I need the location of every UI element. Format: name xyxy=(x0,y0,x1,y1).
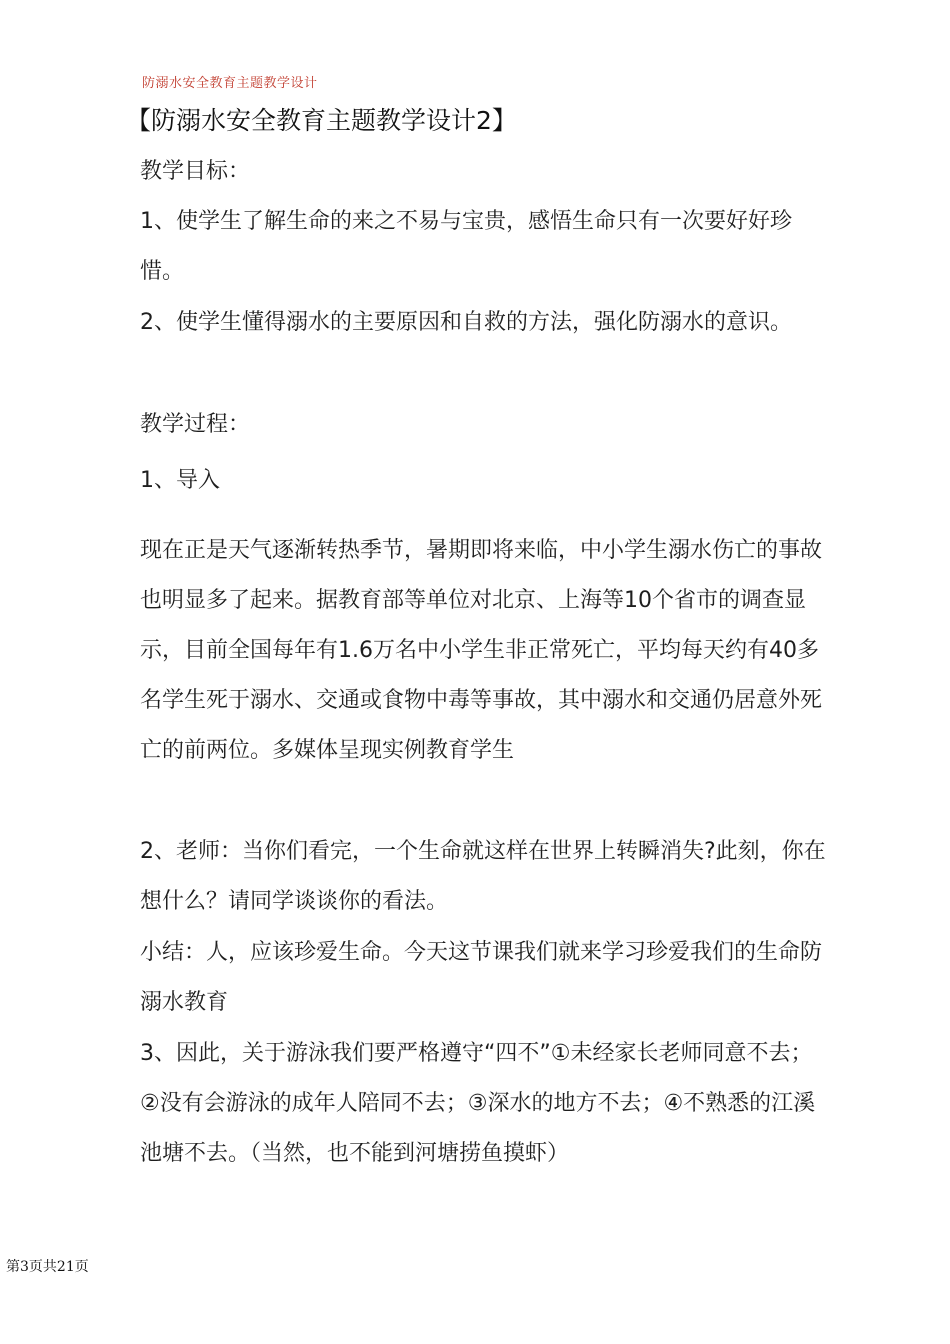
running-header: 防溺水安全教育主题教学设计 xyxy=(142,76,318,91)
paragraph-objective-1: 1、使学生了解生命的来之不易与宝贵，感悟生命只有一次要好好珍惜。 xyxy=(140,209,792,284)
paragraph-summary: 小结：人，应该珍爱生命。今天这节课我们就来学习珍爱我们的生命防溺水教育 xyxy=(140,940,823,1015)
page-number: 第3页共21页 xyxy=(6,1259,89,1275)
paragraph-step-3: 3、因此，关于游泳我们要严格遵守“四不”①未经家长老师同意不去；②没有会游泳的成年人陪同不去；③深水的地方不去；④不熟悉的江溪池塘不去。（当然，也不能到河塘捞鱼摸虾） xyxy=(140,1041,816,1166)
paragraph-objective-2: 2、使学生懂得溺水的主要原因和自救的方法，强化防溺水的意识。 xyxy=(140,310,792,335)
paragraph-process-heading: 教学过程： xyxy=(140,412,251,437)
paragraph-objectives-heading: 教学目标： xyxy=(140,159,251,184)
paragraph-intro-body: 现在正是天气逐渐转热季节，暑期即将来临，中小学生溺水伤亡的事故也明显多了起来。据教育部等单位对北京、上海等10个省市的调查显示，目前全国每年有1.6万名中小学生非正常死亡，平均每天约有40多名学生死于溺水、交通或食物中毒等事故，其中溺水和交通仍居意外死亡的前两位。多媒体呈现实例教育学生 xyxy=(140,538,823,763)
paragraph-step-2: 2、老师：当你们看完，一个生命就这样在世界上转瞬消失?此刻，你在想什么？请同学谈谈你的看法。 xyxy=(140,839,826,914)
paragraph-step-1: 1、导入 xyxy=(140,468,220,493)
section-title: 【防溺水安全教育主题教学设计2】 xyxy=(126,106,517,135)
